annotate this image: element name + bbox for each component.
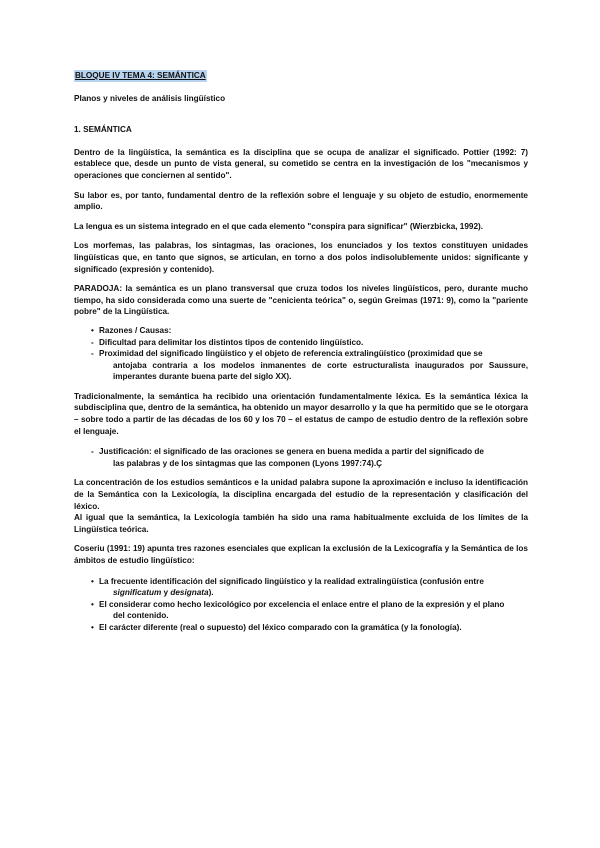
paragraph-6: Tradicionalmente, la semántica ha recibido una orientación fundamentalmente léxica. Es la semántica léxica la subdisciplina que, dentro de la semántica, ha obtenido un mayor desarrollo y la que ha permitido que se le otorgara – sobre todo a partir de las décadas de los 60 y los 70 – el estatus de campo de estudio dentro de la reflexión sobre el lenguaje. [74, 391, 528, 436]
bullet-marker: • [91, 325, 94, 335]
bullet-marker: • [91, 599, 94, 609]
document-title: BLOQUE IV TEMA 4: SEMÁNTICA [75, 71, 206, 80]
list-item-text: La frecuente identificación del significado lingüístico y la realidad extralingüística (confusión entre [99, 576, 484, 586]
causes-list [74, 325, 528, 383]
connector-text: y [161, 588, 171, 598]
paragraph-4: Los morfemas, las palabras, los sintagmas, las oraciones, los enunciados y los textos constituyen unidades lingüísticas que, en tanto que signos, se articulan, en torno a dos polos indisolublemente unidos: significante y significado (expresión y contenido). [74, 241, 528, 274]
list-item [91, 348, 528, 383]
list-item [91, 622, 528, 634]
list-item-text: Dificultad para delimitar los distintos tipos de contenido lingüístico. [99, 337, 364, 347]
list-item [91, 325, 528, 337]
paragraph-9: Coseriu (1991: 19) apunta tres razones esenciales que explican la exclusión de la Lexicografía y la Semántica de los ámbitos de estudio lingüístico: [74, 544, 528, 565]
section-heading: 1. SEMÁNTICA [74, 125, 132, 135]
list-item [91, 576, 528, 599]
list-item-text: El considerar como hecho lexicológico por excelencia el enlace entre el plano de la expresión y el plano [99, 599, 505, 609]
list-item-continuation: antojaba contraria a los modelos inmanentes de corte estructuralista inaugurados por Saussure, imperantes durante buena parte del siglo XX). [113, 360, 528, 382]
bullet-marker: • [91, 622, 94, 632]
paragraph-5: PARADOJA: la semántica es un plano transversal que cruza todos los niveles lingüísticos, pero, durante mucho tiempo, ha sido considerada como una suerte de "cenicienta teórica" o, según Greimas (1971: 9), como la "pariente pobre" de la Lingüística. [74, 284, 528, 317]
dash-marker: - [91, 447, 94, 457]
list-item [91, 446, 528, 469]
list-item-text: Proximidad del significado lingüístico y el objeto de referencia extralingüístico (proximidad que se [99, 349, 483, 359]
list-item [91, 599, 528, 622]
list-item-text: Justificación: el significado de las oraciones se genera en buena medida a partir del significado de [99, 447, 484, 457]
list-item-continuation: del contenido. [113, 611, 169, 621]
list-item [91, 337, 528, 349]
paragraph-7: La concentración de los estudios semánticos e la unidad palabra supone la aproximación e incluso la identificación de la Semántica con la Lexicología, la disciplina encargada del estudio de la representación y clasificación del léxico. [74, 478, 528, 511]
bullet-marker: • [91, 576, 94, 586]
list-item-text: Razones / Causas: [99, 325, 172, 335]
list-item-text: El carácter diferente (real o supuesto) del léxico comparado con la gramática (y la fonología). [99, 622, 462, 632]
term-significatum: significatum [113, 588, 162, 598]
paragraph-1: Dentro de la lingüística, la semántica es la disciplina que se ocupa de analizar el significado. Pottier (1992: 7) establece que, desde un punto de vista general, su cometido se centra en la investigación de los "mecanismos y operaciones que conciernen al sentido". [74, 147, 528, 180]
reasons-list [74, 576, 528, 634]
paragraph-3: La lengua es un sistema integrado en el que cada elemento "conspira para significar" (Wierzbicka, 1992). [74, 221, 484, 231]
term-designata: designata [170, 588, 209, 598]
dash-marker: - [91, 337, 94, 347]
justification-list [74, 446, 528, 469]
list-item-continuation [99, 587, 528, 599]
closing-text: ). [208, 588, 214, 598]
document-subtitle: Planos y niveles de análisis lingüístico [74, 93, 226, 103]
paragraph-8: Al igual que la semántica, la Lexicología también ha sido una rama habitualmente excluida de los límites de la Lingüística teórica. [74, 513, 528, 534]
dash-marker: - [91, 349, 94, 359]
paragraph-2: Su labor es, por tanto, fundamental dentro de la reflexión sobre el lenguaje y su objeto de estudio, enormemente amplio. [74, 190, 528, 212]
list-item-continuation: las palabras y de los sintagmas que las componen (Lyons 1997:74).Ç [113, 458, 383, 468]
